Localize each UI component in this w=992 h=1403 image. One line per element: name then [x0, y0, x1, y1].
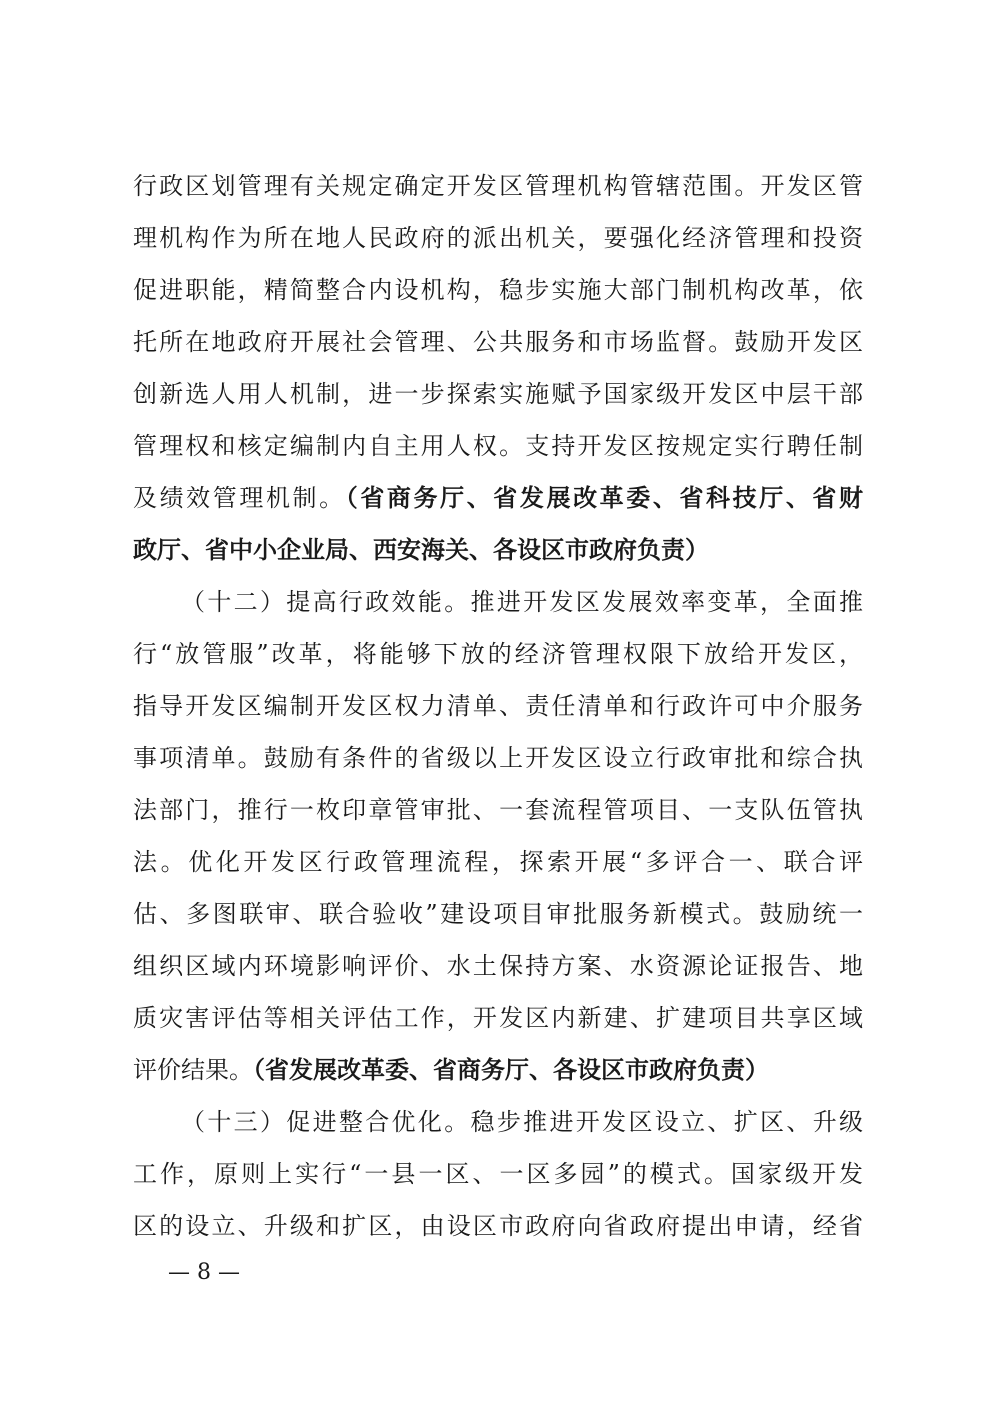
- paragraph-line: 行“放管服”改革，将能够下放的经济管理权限下放给开发区，: [133, 640, 863, 668]
- paragraph-line: 创新选人用人机制，进一步探索实施赋予国家级开发区中层干部: [133, 380, 863, 408]
- paragraph-line: 法。优化开发区行政管理流程，探索开展“多评合一、联合评: [133, 848, 863, 876]
- paragraph-line: 指导开发区编制开发区权力清单、责任清单和行政许可中介服务: [133, 692, 863, 720]
- paragraph-first-line: [181, 576, 863, 628]
- paragraph-line: 托所在地政府开展社会管理、公共服务和市场监督。鼓励开发区: [133, 328, 863, 356]
- paragraph-line: 工作，原则上实行“一县一区、一区多园”的模式。国家级开发: [133, 1160, 863, 1188]
- paragraph-text: 稳步推进开发区设立、扩区、升级: [470, 1108, 864, 1136]
- paragraph-text: 评价结果。: [133, 1056, 253, 1084]
- paragraph-line: 区的设立、升级和扩区，由设区市政府向省政府提出申请，经省: [133, 1212, 863, 1240]
- paragraph-line: 估、多图联审、联合验收”建设项目审批服务新模式。鼓励统一: [133, 900, 863, 928]
- section-heading: （十三）促进整合优化。: [181, 1108, 471, 1136]
- paragraph-line: 理机构作为所在地人民政府的派出机关，要强化经济管理和投资: [133, 224, 863, 252]
- paragraph-text: 推进开发区发展效率变革，全面推: [470, 588, 864, 616]
- paragraph-line: 促进职能，精简整合内设机构，稳步实施大部门制机构改革，依: [133, 276, 863, 304]
- responsible-departments: （省发展改革委、省商务厅、各设区市政府负责）: [253, 1055, 769, 1084]
- paragraph-line: [133, 1044, 863, 1096]
- paragraph-text: 及绩效管理机制。: [133, 484, 346, 512]
- paragraph-first-line: [181, 1096, 863, 1148]
- paragraph-line: 质灾害评估等相关评估工作，开发区内新建、扩建项目共享区域: [133, 1004, 863, 1032]
- section-heading: （十二）提高行政效能。: [181, 588, 471, 616]
- responsible-departments: （省商务厅、省发展改革委、省科技厅、省财: [345, 483, 864, 512]
- responsible-departments: 政厅、省中小企业局、西安海关、各设区市政府负责）: [133, 535, 709, 564]
- paragraph-line: 管理权和核定编制内自主用人权。支持开发区按规定实行聘任制: [133, 432, 863, 460]
- paragraph-line: [133, 472, 863, 524]
- paragraph-line: 事项清单。鼓励有条件的省级以上开发区设立行政审批和综合执: [133, 744, 863, 772]
- paragraph-line: 行政区划管理有关规定确定开发区管理机构管辖范围。开发区管: [133, 172, 863, 200]
- page-number: — 8 —: [168, 1260, 240, 1285]
- paragraph-line: 法部门，推行一枚印章管审批、一套流程管项目、一支队伍管执: [133, 796, 863, 824]
- paragraph-line: 组织区域内环境影响评价、水土保持方案、水资源论证报告、地: [133, 952, 863, 980]
